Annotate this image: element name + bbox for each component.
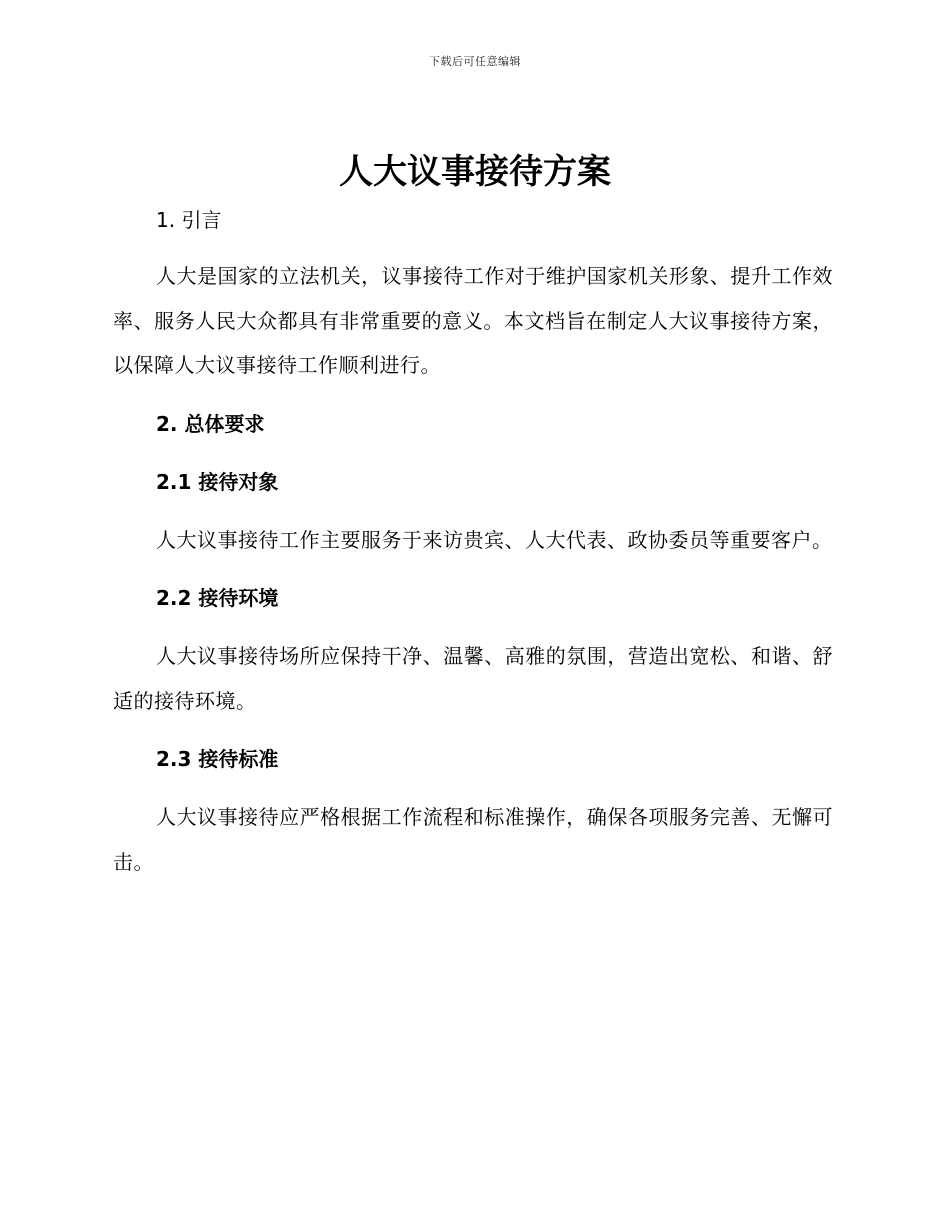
paragraph-2-2: 人大议事接待场所应保持干净、温馨、高雅的氛围，营造出宽松、和谐、舒适的接待环境。 bbox=[113, 644, 833, 713]
subsection-heading-2-2: 2.2 接待环境 bbox=[156, 586, 279, 610]
paragraph-2-3: 人大议事接待应严格根据工作流程和标准操作，确保各项服务完善、无懈可击。 bbox=[113, 805, 833, 874]
subsection-heading-2-1: 2.1 接待对象 bbox=[156, 469, 279, 494]
section-heading-intro: 1. 引言 bbox=[156, 208, 222, 232]
header-note: 下载后可任意编辑 bbox=[429, 55, 521, 68]
document-body bbox=[113, 198, 833, 898]
paragraph-2-1: 人大议事接待工作主要服务于来访贵宾、人大代表、政协委员等重要客户。 bbox=[156, 527, 833, 552]
section-heading-general: 2. 总体要求 bbox=[156, 411, 265, 436]
subsection-heading-2-3: 2.3 接待标准 bbox=[156, 747, 279, 771]
intro-paragraph: 人大是国家的立法机关，议事接待工作对于维护国家机关形象、提升工作效率、服务人民大众都具有非常重要的意义。本文档旨在制定人大议事接待方案，以保障人大议事接待工作顺利进行。 bbox=[113, 264, 833, 377]
document-title: 人大议事接待方案 bbox=[339, 152, 611, 192]
